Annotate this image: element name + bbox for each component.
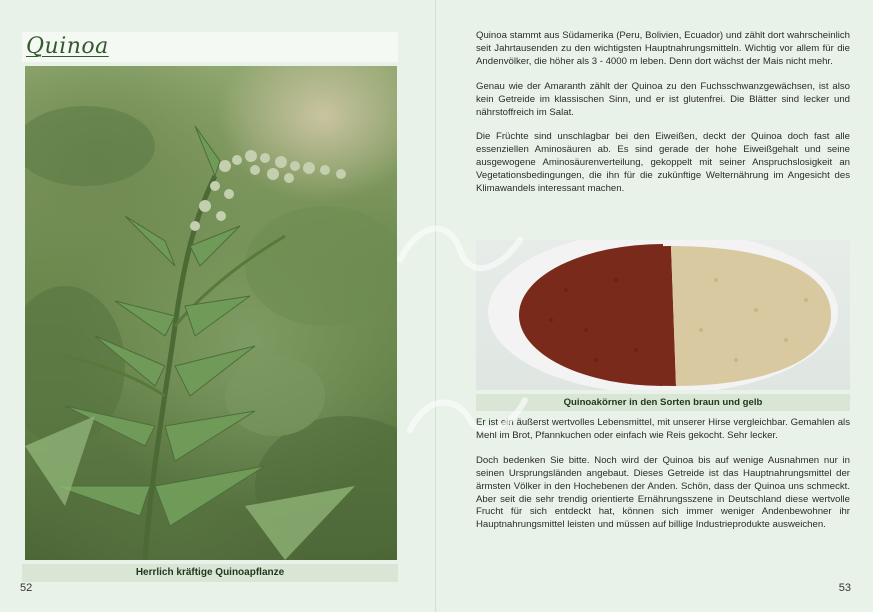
page-number-right: 53 xyxy=(838,582,851,594)
page-number-left: 52 xyxy=(20,582,33,594)
quinoa-grains-photo xyxy=(476,240,850,390)
grains-photo-caption: Quinoakörner in den Sorten braun und gelb xyxy=(476,394,850,411)
paragraph-warning: Doch bedenken Sie bitte. Noch wird der Quinoa bis auf wenige Ausnahmen nur in seinen Ursprungsländen angebaut. Dieses Getreide ist das Hauptnahrungsmittel der ärmsten Völker in den Hochebenen der Anden. Schön, dass der Quinoa uns schmeckt. Aber seit die sehr trendig orientierte Ernährungsszene in Deutschland diese wertvolle Frucht für sich entdeckt hat, können sich immer weniger Andenbewohner ihr Hauptnahrungsmittel leisten und müssen auf billige Industrieprodukte ausweichen. xyxy=(476,454,850,531)
quinoa-plant-photo xyxy=(25,66,397,560)
plant-photo-caption: Herrlich kräftige Quinoapflanze xyxy=(22,564,398,582)
text-block-top xyxy=(476,30,850,208)
paragraph-amaranth: Genau wie der Amaranth zählt der Quinoa zu den Fuchsschwanzgewächsen, ist also kein Getreide im klassischen Sinn, und er ist glutenfrei. Die Blätter sind lecker und nährstoffreich im Salat. xyxy=(476,80,850,118)
grain-bowl-illustration xyxy=(476,240,850,390)
paragraph-origin: Quinoa stammt aus Südamerika (Peru, Bolivien, Ecuador) und zählt dort wahrscheinlich seit Jahrtausenden zu den wichtigsten Hauptnahrungsmitteln. Wichtig vor allem für die Andenvölker, die höher als 3 - 4000 m leben. Denn dort wächst der Mais nicht mehr. xyxy=(476,30,850,67)
paragraph-proteins: Die Früchte sind unschlagbar bei den Eiweißen, deckt der Quinoa doch fast alle essenziellen Aminosäuren ab. Es sind gerade der hohe Eiweißgehalt und seine ausgewogene Aminosäurenverteilung, gekoppelt mit seiner Anspruchslosigkeit an Vegetationsbedingungen, die ihn für die zukünftige Welternährung im Angesicht des Klimawandels interessant machen. xyxy=(476,131,850,195)
left-page xyxy=(0,0,436,612)
quinoa-plant-illustration xyxy=(25,66,397,560)
title-bar xyxy=(22,32,398,62)
text-block-bottom xyxy=(476,417,850,544)
page-title: Quinoa xyxy=(26,34,109,59)
paragraph-value: Er ist ein äußerst wertvolles Lebensmittel, mit unserer Hirse vergleichbar. Gemahlen als Mehl im Brot, Pfannkuchen oder einfach wie Reis gekocht. Sehr lecker. xyxy=(476,417,850,441)
